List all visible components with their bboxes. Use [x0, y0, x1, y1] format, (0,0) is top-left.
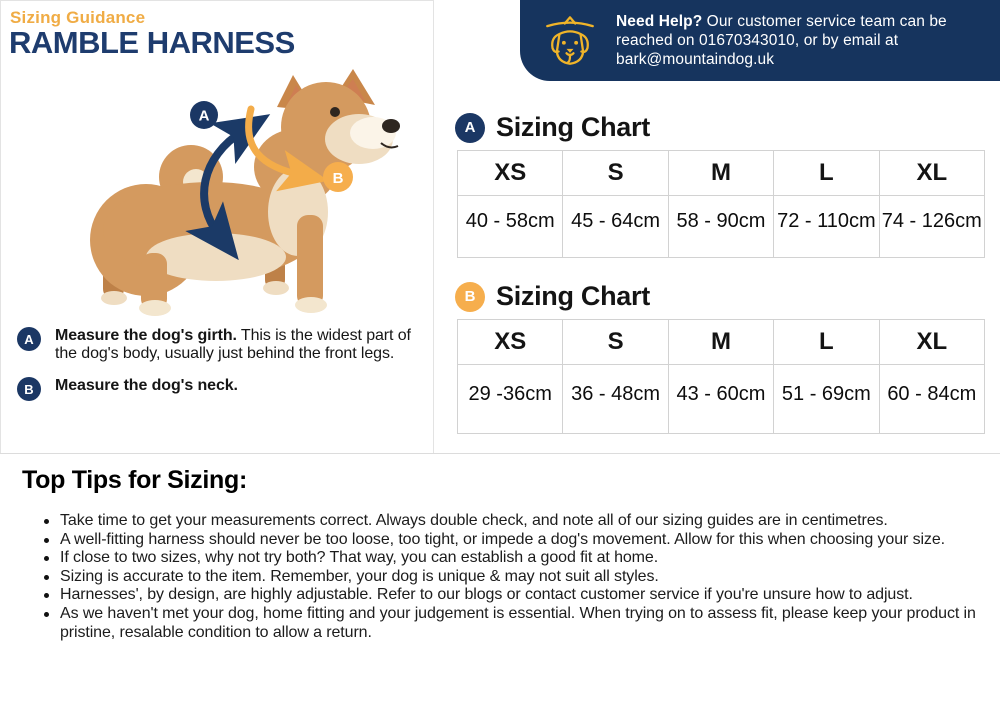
eyebrow-label: Sizing Guidance [10, 8, 146, 27]
dog-nose [382, 119, 400, 133]
instruction-neck-lead: Measure the dog's neck. [55, 377, 238, 394]
tip-item: As we haven't met your dog, home fitting and your judgement is essential. When trying on to assess fit, please keep your product in pristine, resalable condition to allow a return. [42, 605, 980, 642]
measurement-instructions [17, 327, 421, 415]
size-value: 29 -36cm [458, 365, 563, 434]
size-value: 36 - 48cm [563, 365, 668, 434]
help-banner [520, 0, 1000, 81]
table-b-header-row [458, 320, 985, 365]
instruction-neck [17, 377, 421, 401]
sizing-chart-b-heading [455, 281, 650, 312]
size-header: S [563, 151, 668, 196]
dog-paw [101, 291, 127, 305]
marker-a-label: A [198, 107, 210, 125]
tip-item: If close to two sizes, why not try both? That way, you can establish a good fit at home. [42, 549, 980, 568]
sizing-chart-a-heading [455, 112, 650, 143]
chart-a-badge: A [455, 113, 485, 143]
size-header: XL [879, 151, 984, 196]
dog-front-leg [297, 215, 323, 307]
tip-item: Harnesses', by design, are highly adjustable. Refer to our blogs or contact customer service if you're unsure how to adjust. [42, 586, 980, 605]
instruction-neck-text [55, 377, 421, 395]
dog-measurement-diagram [41, 57, 421, 325]
page-title: RAMBLE HARNESS [9, 25, 295, 60]
tip-item: Sizing is accurate to the item. Remember, your dog is unique & may not suit all styles. [42, 568, 980, 587]
chart-b-title: Sizing Chart [496, 281, 650, 311]
tips-title: Top Tips for Sizing: [22, 466, 247, 494]
sizing-chart-b-table [457, 319, 985, 434]
chart-b-badge: B [455, 282, 485, 312]
size-header: L [774, 320, 879, 365]
tip-item: Take time to get your measurements correct. Always double check, and note all of our sizing guides are in centimetres. [42, 512, 980, 531]
instruction-girth [17, 327, 421, 363]
size-header: XS [458, 320, 563, 365]
size-header: L [774, 151, 879, 196]
dog-paw [263, 281, 289, 295]
table-a-value-row [458, 196, 985, 258]
size-value: 58 - 90cm [668, 196, 773, 258]
tip-item: A well-fitting harness should never be too loose, too tight, or impede a dog's movement. Allow for this when choosing your size. [42, 531, 980, 550]
tips-list [42, 512, 980, 642]
table-a-header-row [458, 151, 985, 196]
size-value: 74 - 126cm [879, 196, 984, 258]
mountain-dog-logo-icon [542, 12, 598, 70]
size-header: M [668, 320, 773, 365]
need-help-label: Need Help? [616, 13, 703, 30]
section-divider [0, 453, 1000, 454]
size-value: 60 - 84cm [879, 365, 984, 434]
size-value: 72 - 110cm [774, 196, 879, 258]
instruction-b-badge: B [17, 377, 41, 401]
measurement-guide-panel [0, 0, 434, 454]
size-value: 51 - 69cm [774, 365, 879, 434]
size-header: S [563, 320, 668, 365]
instruction-girth-text [55, 327, 421, 363]
dog-eye [330, 107, 340, 117]
marker-b-label: B [332, 170, 344, 187]
instruction-a-badge: A [17, 327, 41, 351]
size-header: XL [879, 320, 984, 365]
size-value: 45 - 64cm [563, 196, 668, 258]
dog-paw [295, 297, 327, 313]
dog-illustration [41, 57, 421, 325]
dog-paw [139, 300, 171, 316]
instruction-girth-rest: This is the widest part of the dog's body, usually just behind the front legs. [55, 327, 411, 362]
table-b-value-row [458, 365, 985, 434]
size-value: 40 - 58cm [458, 196, 563, 258]
size-header: M [668, 151, 773, 196]
size-value: 43 - 60cm [668, 365, 773, 434]
sizing-chart-a-table [457, 150, 985, 258]
help-contact-text: Our customer service team can be reached on 01670343010, or by email at bark@mountaindog.uk [616, 13, 947, 68]
instruction-girth-lead: Measure the dog's girth. [55, 327, 237, 344]
size-header: XS [458, 151, 563, 196]
chart-a-title: Sizing Chart [496, 112, 650, 142]
help-banner-text [616, 12, 976, 69]
